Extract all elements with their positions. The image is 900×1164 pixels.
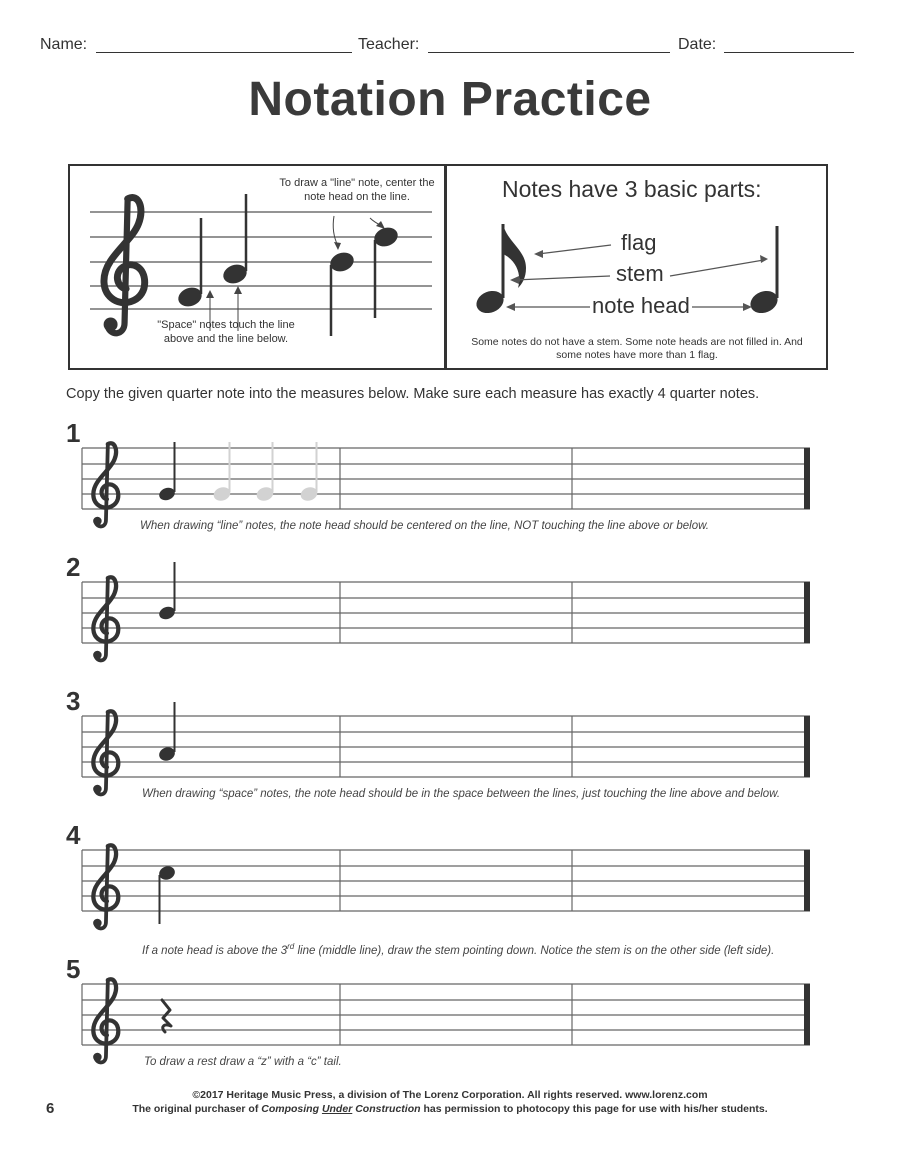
page-title: Notation Practice [248, 73, 652, 126]
line-note-tip: To draw a "line" note, center the note head on the line. [279, 177, 435, 203]
teacher-label: Teacher: [358, 36, 420, 53]
name-label: Name: [40, 36, 88, 53]
faded-practice-notes [212, 442, 318, 502]
note-head-label: note head [592, 293, 690, 318]
permission-line: The original purchaser of Composing Under Construction has permission to photocopy this page for use with his/her students. [132, 1103, 768, 1115]
exercise-number: 2 [66, 552, 81, 582]
flag-label: flag [621, 230, 657, 255]
treble-clef-icon [104, 198, 145, 334]
exercise-staff[interactable] [0, 820, 900, 942]
treble-clef-icon [93, 443, 118, 526]
exercise-number: 1 [66, 418, 81, 448]
hint-text-before: If a note head is above the 3 [142, 944, 288, 957]
quarter-note-icon [221, 194, 250, 287]
eighth-note-icon [473, 224, 526, 317]
hint-text-after: line (middle line), draw the stem pointing down. Notice the stem is on the other side (left side). [294, 944, 775, 957]
date-blank[interactable] [724, 52, 854, 53]
stem-label: stem [616, 261, 664, 286]
exercise-1 [0, 418, 900, 540]
quarter-note-icon [372, 224, 401, 318]
exercise-staff[interactable] [0, 552, 900, 674]
footer [0, 1088, 900, 1116]
quarter-note-icon [157, 562, 176, 621]
quarter-note-icon [747, 226, 781, 317]
space-note-tip: "Space" notes touch the line above and the line below. [157, 319, 295, 345]
treble-clef-icon [93, 979, 118, 1062]
quarter-note-icon [176, 218, 205, 310]
treble-clef-icon [93, 577, 118, 660]
exercise-3 [0, 686, 900, 808]
parts-caption: Some notes do not have a stem. Some note heads are not filled in. And some notes have more than 1 flag. [471, 336, 803, 361]
exercise-5 [0, 954, 900, 1076]
quarter-note-icon [328, 249, 357, 336]
exercise-2 [0, 552, 900, 674]
date-label: Date: [678, 36, 717, 53]
exercise-hint: When drawing “line” notes, the note head should be centered on the line, NOT touching the line above or below. [140, 520, 709, 532]
exercise-number: 3 [66, 686, 81, 716]
exercise-staff[interactable] [0, 954, 900, 1076]
teacher-blank[interactable] [428, 52, 670, 53]
hint-superscript: rd [287, 942, 295, 951]
quarter-note-icon [157, 864, 176, 924]
exercise-hint: When drawing “space” notes, the note head should be in the space between the lines, just touching the line above and below. [142, 788, 781, 800]
exercise-number: 5 [66, 954, 81, 984]
notation-info-box [68, 164, 828, 370]
name-blank[interactable] [96, 52, 352, 53]
treble-clef-icon [93, 711, 118, 794]
exercise-number: 4 [66, 820, 81, 850]
exercise-4 [0, 820, 900, 960]
page-number: 6 [46, 1100, 55, 1117]
copyright-line: ©2017 Heritage Music Press, a division of The Lorenz Corporation. All rights reserved. www.lorenz.com [192, 1089, 708, 1101]
treble-clef-icon [93, 845, 118, 928]
quarter-rest-icon [162, 1000, 171, 1032]
quarter-note-icon [157, 442, 176, 502]
parts-heading: Notes have 3 basic parts: [502, 176, 762, 202]
exercise-hint: To draw a rest draw a “z” with a “c” tail. [144, 1056, 342, 1068]
instruction-text: Copy the given quarter note into the measures below. Make sure each measure has exactly 4 quarter notes. [66, 386, 760, 402]
